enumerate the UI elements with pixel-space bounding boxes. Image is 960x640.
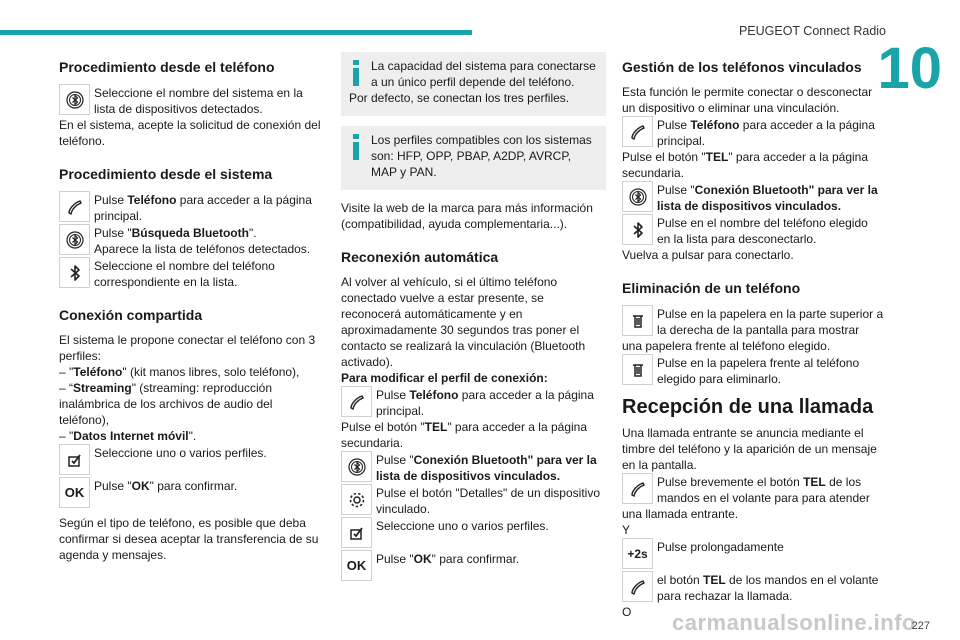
instruction-step: Pulse en la papelera frente al teléfono elegido para eliminarlo. xyxy=(622,354,884,387)
bluetooth-search-icon xyxy=(622,181,653,212)
watermark: carmanualsonline.info xyxy=(672,610,916,635)
instruction-step: Pulse brevemente el botón TEL de los mandos en el volante para para atender xyxy=(622,473,884,506)
page-number: 227 xyxy=(911,620,930,632)
paragraph: Esta función le permite conectar o desconectar un dispositivo o eliminar una vinculación. xyxy=(622,85,873,115)
instruction-step: Pulse "Búsqueda Bluetooth". Aparece la lista de teléfonos detectados. xyxy=(59,224,325,257)
instruction-step: Pulse el botón "Detalles" de un dispositivo vinculado. xyxy=(341,484,606,517)
paragraph: Vuelva a pulsar para conectarlo. xyxy=(622,248,794,262)
column-2 xyxy=(341,52,606,583)
bluetooth-search-icon xyxy=(59,224,90,255)
instruction-step: Pulse en la papelera en la parte superior a la derecha de la pantalla para mostrar xyxy=(622,305,884,338)
paragraph: una papelera frente al teléfono elegido. xyxy=(622,339,831,353)
bluetooth-search-icon xyxy=(59,84,90,115)
bluetooth-icon xyxy=(622,214,653,245)
paragraph: Visite la web de la marca para más información (compatibilidad, ayuda complementaria...). xyxy=(341,201,593,231)
trash-icon xyxy=(622,354,653,385)
bluetooth-icon xyxy=(59,257,90,288)
info-icon xyxy=(349,134,363,160)
bluetooth-search-icon xyxy=(341,451,372,482)
plus-2s-icon: +2s xyxy=(622,538,653,569)
paragraph: Al volver al vehículo, si el último teléfono conectado vuelve a estar presente, se reconocerá automáticamente y en aproximadamente 30 segundos tras poner el contacto se realizará la vinculación (Bluetooth activado). xyxy=(341,275,586,369)
instruction-step: OK Pulse "OK" para confirmar. xyxy=(341,550,606,583)
paragraph: El sistema le propone conectar el teléfono con 3 perfiles: xyxy=(59,333,316,363)
list-item: – “Streaming" (streaming: reproducción inalámbrica de los archivos de audio del teléfono), xyxy=(59,381,273,427)
section-title: Reconexión automática xyxy=(341,249,499,265)
paragraph: O xyxy=(622,605,632,619)
list-item: – "Teléfono" (kit manos libres, solo teléfono), xyxy=(59,365,300,379)
section-heading: Recepción de una llamada xyxy=(622,396,874,418)
phone-icon xyxy=(622,473,653,504)
paragraph: una llamada entrante. xyxy=(622,507,739,521)
chapter-number: 10 xyxy=(877,36,942,101)
info-box: La capacidad del sistema para conectarse a un único perfil depende del teléfono. Por defecto, se conectan los tres perfiles. xyxy=(341,52,606,116)
checkbox-icon xyxy=(341,517,372,548)
list-item: – "Datos Internet móvil". xyxy=(59,429,197,443)
info-icon xyxy=(349,60,363,86)
paragraph: Según el tipo de teléfono, es posible que deba confirmar si desea aceptar la transferencia de su agenda y mensajes. xyxy=(59,516,319,562)
trash-icon xyxy=(622,305,653,336)
paragraph: Y xyxy=(622,523,631,537)
instruction-step: Seleccione el nombre del teléfono correspondiente en la lista. xyxy=(59,257,325,290)
phone-icon xyxy=(622,571,653,602)
ok-icon: OK xyxy=(341,550,372,581)
info-box: Los perfiles compatibles con los sistemas son: HFP, OPP, PBAP, A2DP, AVRCP, MAP y PAN. xyxy=(341,126,606,190)
instruction-step: Pulse "Conexión Bluetooth" para ver la lista de dispositivos vinculados. xyxy=(341,451,606,484)
instruction-step: Seleccione uno o varios perfiles. xyxy=(59,444,325,477)
instruction-step: el botón TEL de los mandos en el volante para rechazar la llamada. xyxy=(622,571,884,604)
instruction-step: Pulse en el nombre del teléfono elegido en la lista para desconectarlo. xyxy=(622,214,884,247)
phone-icon xyxy=(341,386,372,417)
section-title: Procedimiento desde el teléfono xyxy=(59,59,275,75)
column-3 xyxy=(622,52,884,620)
section-title: Gestión de los teléfonos vinculados xyxy=(622,59,862,75)
paragraph: Pulse el botón "TEL" para acceder a la página secundaria. xyxy=(341,420,588,450)
instruction-step: Pulse Teléfono para acceder a la página principal. xyxy=(622,116,884,149)
instruction-step: +2s Pulse prolongadamente xyxy=(622,538,884,571)
paragraph: Para modificar el perfil de conexión: xyxy=(341,371,548,385)
instruction-step: Seleccione uno o varios perfiles. xyxy=(341,517,606,550)
instruction-step: Pulse Teléfono para acceder a la página principal. xyxy=(59,191,325,224)
gear-icon xyxy=(341,484,372,515)
instruction-step: OK Pulse "OK" para confirmar. xyxy=(59,477,325,510)
section-title: Eliminación de un teléfono xyxy=(622,280,801,296)
paragraph: Una llamada entrante se anuncia mediante el timbre del teléfono y la aparición de un mensaje en la pantalla. xyxy=(622,426,877,472)
phone-icon xyxy=(622,116,653,147)
paragraph: Pulse el botón "TEL" para acceder a la página secundaria. xyxy=(622,150,869,180)
ok-icon: OK xyxy=(59,477,90,508)
paragraph: En el sistema, acepte la solicitud de conexión del teléfono. xyxy=(59,118,321,148)
section-title: Procedimiento desde el sistema xyxy=(59,166,273,182)
instruction-step: Seleccione el nombre del sistema en la lista de dispositivos detectados. xyxy=(59,84,325,117)
header-accent-bar xyxy=(0,30,472,35)
phone-icon xyxy=(59,191,90,222)
checkbox-icon xyxy=(59,444,90,475)
header-title: PEUGEOT Connect Radio xyxy=(738,24,886,38)
section-title: Conexión compartida xyxy=(59,307,203,323)
instruction-step: Pulse Teléfono para acceder a la página principal. xyxy=(341,386,606,419)
column-1 xyxy=(59,52,325,563)
instruction-step: Pulse "Conexión Bluetooth" para ver la lista de dispositivos vinculados. xyxy=(622,181,884,214)
